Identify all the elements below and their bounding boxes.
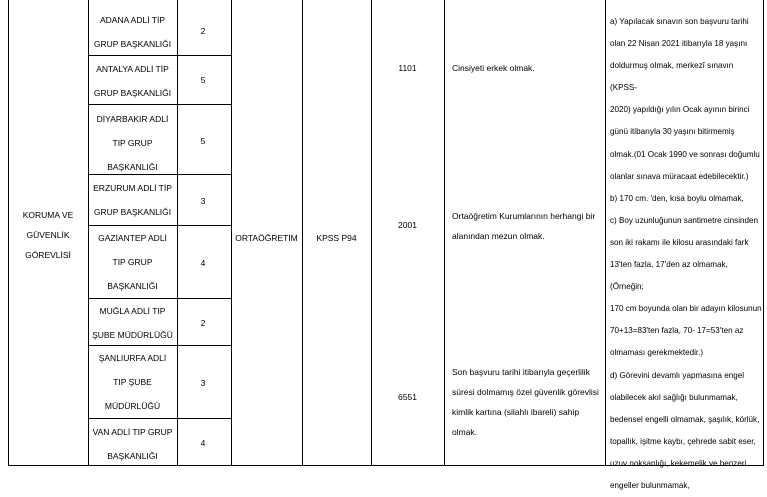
unit-name-line: TIP GRUP xyxy=(112,138,153,148)
row-divider xyxy=(88,418,232,419)
unit-count: 3 xyxy=(200,378,206,388)
condition-line: engeller bulunmamak, xyxy=(610,480,690,490)
condition-line: 2020) yapıldığı yılın Ocak ayının birinci xyxy=(610,105,750,115)
conditions-text xyxy=(610,11,762,497)
unit-name-line: ŞANLIURFA ADLİ xyxy=(98,353,167,363)
col-divider xyxy=(88,0,89,465)
requirement-code: 1101 xyxy=(398,63,417,73)
unit-name-line: VAN ADLİ TIP GRUP xyxy=(92,427,173,437)
position-title xyxy=(8,205,88,265)
unit-name-line: MÜDÜRLÜĞÜ xyxy=(104,401,161,411)
unit-name xyxy=(90,107,175,179)
condition-line: 13'ten fazla, 17'den az olmamak, (Örneğin; xyxy=(610,260,728,292)
unit-name xyxy=(90,8,175,56)
condition-line: 170 cm boyunda olan bir adayın kilosunun xyxy=(610,304,762,314)
unit-name-line: TIP ŞUBE xyxy=(113,377,152,387)
unit-name-line: BAŞKANLIĞI xyxy=(107,162,158,172)
condition-line: 70+13=83'ten fazla, 70- 17=53'ten az xyxy=(610,326,744,336)
unit-name-line: MUĞLA ADLİ TIP xyxy=(99,306,166,316)
unit-count: 5 xyxy=(200,75,206,85)
unit-name-line: DİYARBAKIR ADLİ xyxy=(96,114,169,124)
requirement-description xyxy=(452,362,602,442)
unit-name-line: GAZİANTEP ADLİ xyxy=(98,233,167,243)
unit-name-line: GRUP BAŞKANLIĞI xyxy=(93,39,172,49)
condition-line: a) Yapılacak sınavın son başvuru tarihi xyxy=(610,17,749,26)
col-divider xyxy=(444,0,445,465)
condition-line: olabilecek akıl sağlığı bulunmamak, xyxy=(610,392,738,402)
unit-name-line: ANTALYA ADLİ TİP xyxy=(96,64,169,74)
position-title-line: GÖREVLİSİ xyxy=(25,250,71,260)
unit-count: 5 xyxy=(200,136,206,146)
col-divider xyxy=(605,0,606,465)
requirement-code: 2001 xyxy=(398,220,417,230)
requirement-description xyxy=(452,58,602,78)
condition-line: olan 22 Nisan 2021 itibarıyla 18 yaşını xyxy=(610,39,748,49)
unit-name xyxy=(90,57,175,105)
position-title-line: KORUMA VE xyxy=(22,210,74,220)
condition-line: bedensel engelli olmamak, şaşılık, körlük, xyxy=(610,414,760,424)
unit-name-line: ADANA ADLİ TİP xyxy=(99,15,166,25)
condition-line: doldurmuş olmak, merkezî sınavın (KPSS- xyxy=(610,61,734,93)
unit-name-line: GRUP BAŞKANLIĞI xyxy=(93,88,172,98)
condition-line: d) Görevini devamlı yapmasına engel xyxy=(610,370,745,380)
unit-name-line: BAŞKANLIĞI xyxy=(107,281,158,291)
condition-line: uzuv noksanlığı, kekemelik ve benzeri xyxy=(610,458,747,468)
requirement-line: alanından mezun olmak. xyxy=(452,231,545,241)
unit-count: 2 xyxy=(200,318,206,328)
unit-name-line: GRUP BAŞKANLIĞI xyxy=(93,207,172,217)
condition-line: c) Boy uzunluğunun santimetre cinsinden xyxy=(610,215,759,225)
exam-type: KPSS P94 xyxy=(316,233,357,243)
unit-name-line: BAŞKANLIĞI xyxy=(107,451,158,461)
unit-count: 3 xyxy=(200,196,206,206)
condition-line: olmak.(01 Ocak 1990 ve sonrası doğumlu xyxy=(610,149,760,159)
requirement-line: süresi dolmamış özel güvenlik görevlisi xyxy=(452,387,599,397)
unit-name-line: ERZURUM ADLİ TİP xyxy=(93,183,172,193)
unit-name-line: TIP GRUP xyxy=(112,257,153,267)
requirement-line: kimlik kartına (silahlı ibareli) sahip olmak. xyxy=(452,407,580,437)
requirement-line: Ortaöğretim Kurumlarının herhangi bir xyxy=(452,211,596,221)
condition-line: olmaması gerekmektedir.) xyxy=(610,348,704,358)
unit-name xyxy=(90,226,175,298)
condition-line: olanlar sınava müracaat edebilecektir.) xyxy=(610,171,749,181)
condition-line: son iki rakamı ile kilosu arasındaki fark xyxy=(610,237,749,247)
requirement-code: 6551 xyxy=(398,392,417,402)
requirement-line: Cinsiyeti erkek olmak. xyxy=(452,63,535,73)
unit-name-line: ŞUBE MÜDÜRLÜĞÜ xyxy=(92,330,173,340)
education-level: ORTAÖĞRETİM xyxy=(235,233,298,243)
requirement-line: Son başvuru tarihi itibarıyla geçerlilik xyxy=(452,367,590,377)
unit-name xyxy=(90,299,175,347)
requirement-description xyxy=(452,206,602,246)
unit-count: 4 xyxy=(200,438,206,448)
unit-name xyxy=(90,176,175,224)
condition-line: topallık, işitme kaybı, çehrede sabit eser, xyxy=(610,436,756,446)
unit-count: 4 xyxy=(200,258,206,268)
col-divider xyxy=(177,0,178,465)
condition-line: günü itibarıyla 30 yaşını bitirmemiş xyxy=(610,127,735,137)
unit-name xyxy=(90,420,175,468)
condition-line: b) 170 cm. 'den, kısa boylu olmamak, xyxy=(610,193,744,203)
unit-name xyxy=(90,346,175,418)
position-title-line: GÜVENLİK xyxy=(26,230,70,240)
unit-count: 2 xyxy=(200,26,206,36)
